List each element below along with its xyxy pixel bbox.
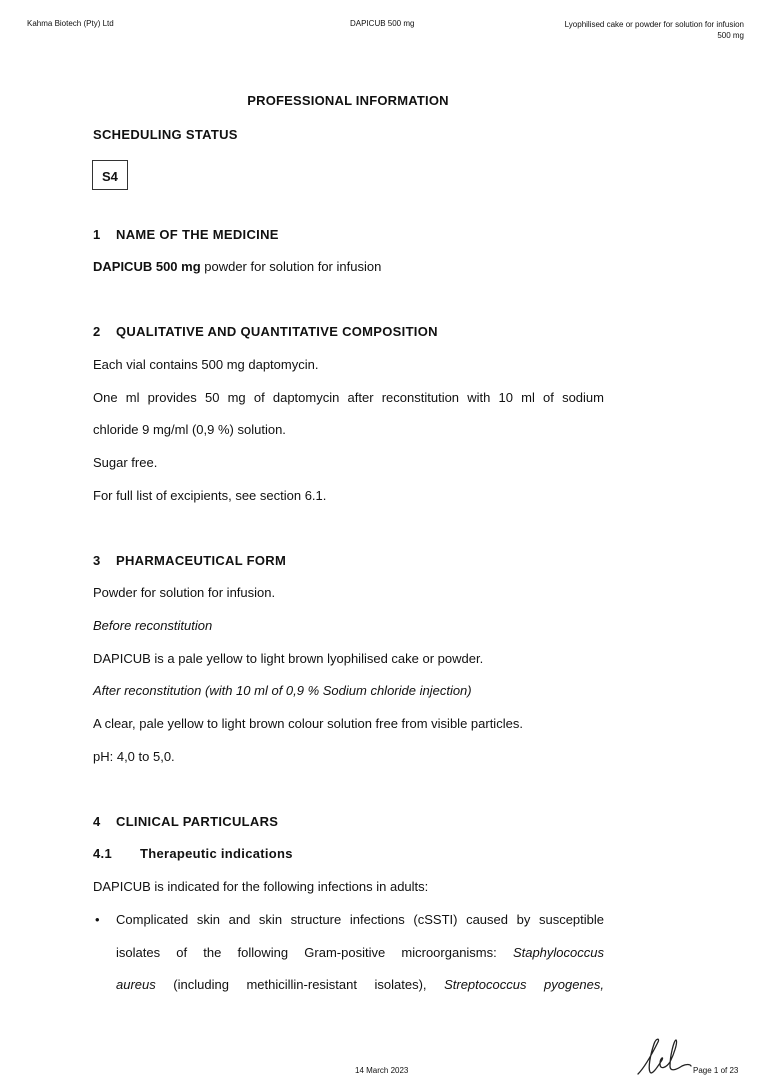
header-form-line2: 500 mg	[717, 31, 744, 40]
composition-line: Sugar free.	[93, 455, 158, 470]
scheduling-value: S4	[102, 169, 118, 184]
section-3-number: 3	[93, 553, 101, 568]
header-company: Kahma Biotech (Pty) Ltd	[27, 19, 114, 28]
medicine-name-rest: powder for solution for infusion	[200, 259, 382, 274]
after-reconstitution-text: A clear, pale yellow to light brown colour solution free from visible particles.	[93, 716, 523, 731]
bullet-marker: •	[95, 912, 100, 927]
footer-page-number: Page 1 of 23	[693, 1066, 739, 1075]
scheduling-box	[92, 160, 128, 190]
indications-intro: DAPICUB is indicated for the following infections in adults:	[93, 879, 429, 894]
section-1-title: NAME OF THE MEDICINE	[116, 227, 279, 242]
footer-date: 14 March 2023	[355, 1066, 409, 1075]
section-4-number: 4	[93, 814, 101, 829]
before-reconstitution-text: DAPICUB is a pale yellow to light brown lyophilised cake or powder.	[93, 651, 484, 666]
section-3-heading	[93, 553, 286, 568]
bullet-line-3-text: (including methicillin-resistant isolates),	[155, 977, 445, 992]
signature-image	[636, 1036, 692, 1078]
bullet-line-2	[116, 945, 604, 961]
bullet-line-2-text: isolates of the following Gram-positive microorganisms:	[116, 945, 513, 960]
bullet-line-3	[116, 977, 604, 993]
composition-line: One ml provides 50 mg of daptomycin after reconstitution with 10 ml of sodium	[93, 390, 604, 405]
header-product: DAPICUB 500 mg	[350, 19, 415, 28]
subsection-4-1-title: Therapeutic indications	[140, 846, 293, 861]
composition-line: chloride 9 mg/ml (0,9 %) solution.	[93, 422, 286, 437]
form-line: Powder for solution for infusion.	[93, 585, 276, 600]
section-1-number: 1	[93, 227, 101, 242]
composition-line: Each vial contains 500 mg daptomycin.	[93, 357, 319, 372]
before-reconstitution-label: Before reconstitution	[93, 618, 213, 633]
section-3-title: PHARMACEUTICAL FORM	[116, 553, 287, 568]
bullet-line-1: Complicated skin and skin structure infections (cSSTI) caused by susceptible	[116, 912, 604, 927]
section-1-heading	[93, 227, 279, 242]
subsection-4-1-heading	[93, 846, 293, 861]
header-form-line1: Lyophilised cake or powder for solution for infusion	[564, 20, 744, 29]
document-title: PROFESSIONAL INFORMATION	[247, 93, 449, 108]
organism-name: aureus	[116, 977, 156, 992]
organism-name: Staphylococcus	[512, 945, 604, 960]
section-4-heading	[93, 814, 278, 829]
scheduling-heading: SCHEDULING STATUS	[93, 127, 238, 142]
subsection-4-1-number: 4.1	[93, 846, 112, 861]
header-form	[565, 19, 744, 41]
section-2-heading	[93, 324, 438, 339]
after-reconstitution-label: After reconstitution (with 10 ml of 0,9 % Sodium chloride injection)	[93, 683, 472, 698]
organism-name: Streptococcus pyogenes,	[444, 977, 604, 992]
medicine-name-bold: DAPICUB 500 mg	[93, 259, 201, 274]
section-2-number: 2	[93, 324, 101, 339]
ph-line: pH: 4,0 to 5,0.	[93, 749, 175, 764]
section-2-title: QUALITATIVE AND QUANTITATIVE COMPOSITION	[116, 324, 438, 339]
section-4-title: CLINICAL PARTICULARS	[116, 814, 279, 829]
medicine-name	[93, 259, 604, 275]
composition-line: For full list of excipients, see section 6.1.	[93, 488, 327, 503]
